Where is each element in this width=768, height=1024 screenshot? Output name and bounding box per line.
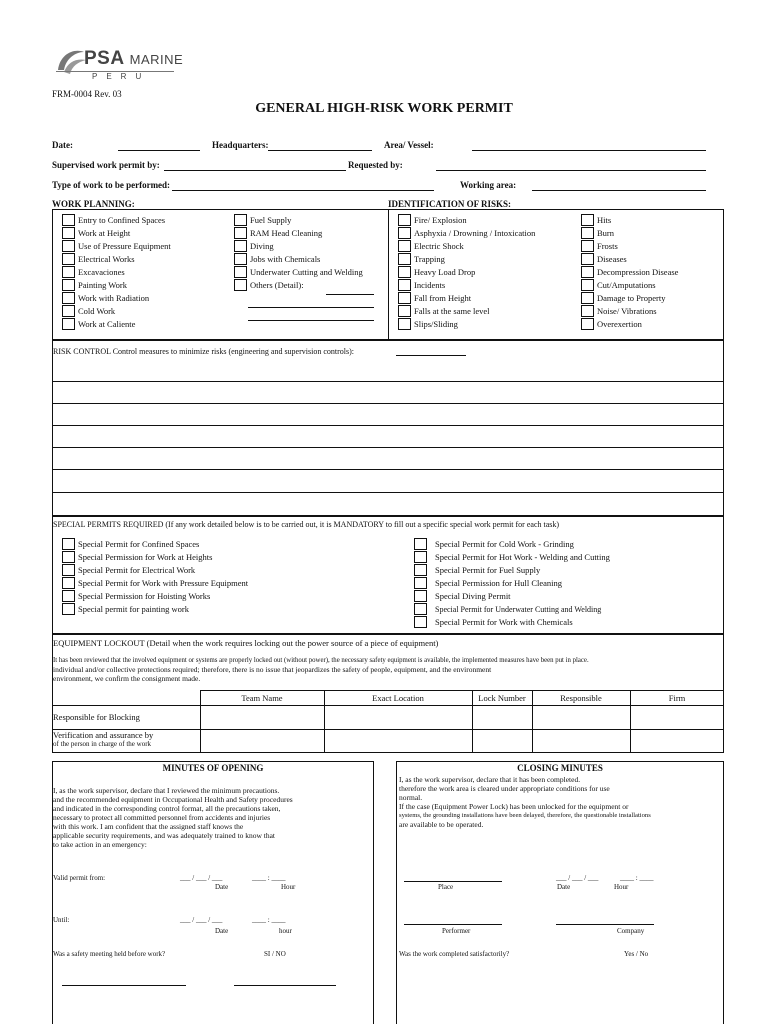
headquarters-label: Headquarters: xyxy=(212,140,269,150)
lockout-text: environment, we confirm the consignment made. xyxy=(53,674,201,683)
valid-from-time[interactable]: ____ : ____ xyxy=(252,874,286,882)
others-detail-line[interactable] xyxy=(326,294,374,295)
row-verification: Verification and assurance by xyxy=(53,730,154,740)
special-permits-title: SPECIAL PERMITS REQUIRED (If any work detailed below is to be carried out, it is MANDATORY to fill out a specific special work permit for each task) xyxy=(53,520,560,529)
date-caption: Date xyxy=(215,927,229,935)
place-field[interactable] xyxy=(404,881,502,882)
risk-control-line[interactable] xyxy=(52,403,724,404)
performer-caption: Performer xyxy=(442,927,471,935)
requested-by-label: Requested by: xyxy=(348,160,403,170)
performer-field[interactable] xyxy=(404,924,502,925)
opening-text: I, as the work supervisor, declare that I reviewed the minimum precautions. and the recommended equipment in Occupational Health and Safety procedures and indicated in the corresponding control format, all the precautions taken, necessary to protect all committed personnel from accidents and injuries with this work. I am confident that the assigned staff knows the applicable security requirements, and was adequately trained to know that to take action in an emergency: xyxy=(53,786,293,849)
risk-control-line[interactable] xyxy=(52,492,724,493)
lockout-title: EQUIPMENT LOCKOUT (Detail when the work requires locking out the power source of a piece of equipment) xyxy=(53,638,439,648)
completed-question: Was the work completed satisfactorily? xyxy=(399,950,510,958)
lockout-text: It has been reviewed that the involved equipment or systems are properly locked out (without power), the necessary safety equipment is available, the implemented measures have been put in place. xyxy=(53,657,589,664)
lockout-text: individual and/or collective protections required; therefore, there is no issue that jeopardizes the safety of people, equipment, and the environment xyxy=(53,665,492,674)
row-verification-sub: of the person in charge of the work xyxy=(53,740,152,748)
area-vessel-label: Area/ Vessel: xyxy=(384,140,434,150)
table-header-location: Exact Location xyxy=(372,693,424,703)
permit-page: PSA MARINE PERU FRM-0004 Rev. 03 GENERAL HIGH-RISK WORK PERMIT Date: Headquarters: Area/ Vessel: Supervised work permit by: Requested by: Type of work to be performed: Working area: WORK PLANNING: IDENTIFICATION OF RISKS: Entry to Confined Spaces Work at Height Use of Pressure Equipment Electrical Works Excavaciones Painting Work Work with Radiation Cold Work Work at Caliente Fuel Supply RAM Head Cleaning Diving Jobs with Chemicals Underwater Cutting and Welding Others (Detail): Fire/ Explosion Asphyxia / Drowning / Intoxication Electric Shock Trapping Heavy Load Drop Incidents Fall from Height Falls at the same level Slips/Sliding Hits Burn Frosts Diseases Decompression Disease Cut/Amputations Damage to Property Noise/ Vibrations Overexertion RISK CONTROL Control measures to minimize risks (engineering and supervision controls): SPECIAL PERMITS REQUIRED (If any work detailed below is to be carried out, it is MANDATORY to fill out a specific special work permit for each task) Special Permit for Confined Spaces Special Permission for Work at Heights Special Permit for Electrical Work Special Permit for Work with Pressure Equipment Special Permission for Hoisting Works Special permit for painting work Special Permit for Cold Work - Grinding Special Permit for Hot Work - Welding and Cutting Special Permit for Fuel Supply Special Permission for Hull Cleaning Special Diving Permit Special Permit for Underwater Cutting and Welding Special Permit for Work with Chemicals EQUIPMENT LOCKOUT (Detail when the work requires locking out the power source of a piece of equipment) It has been reviewed that the involved equipment or systems are properly locked out (without power), the necessary safety equipment is available, the implemented measures have been put in place. individual and/or collective protections required; therefore, there is no issue that jeopardizes the safety of people, equipment, and the environment environment, we confirm the consignment made. Team Name Exact Location Lock Number Responsible Firm Responsible for Blocking Verification and assurance by of the person in charge of the work MINUTES OF OPENING I, as the work supervisor, declare that I reviewed the minimum precautions. and the recommended equipment in Occupational Health and Safety procedures and indicated in the corresponding control format, all the precautions taken, necessary to protect all committed personnel from accidents and injuries with this work. I am confident that the assigned staff knows the applicable security requirements, and was adequately trained to know that to take action in an emergency: Valid permit from: ___ / ___ / ___ ____ : ____ Date Hour Until: ___ / ___ / ___ ____ : ____ Date hour Was a safety meeting held before work? SI / NO CLOSING MINUTES I, as the work supervisor, declare that it has been completed. therefore the work area is cleared under appropriate conditions for use normal. If the case (Equipment Power Lock) has been unlocked for the equipment or systems, the grounding installations have been delayed, therefore, the questionable installations are available to be operated. Place ___ / ___ / ___ ____ : ____ Date Hour Performer Company Was the work completed satisfactorily? Yes / No xyxy=(0,0,768,1024)
company-caption: Company xyxy=(617,927,645,935)
hour-caption: Hour xyxy=(614,883,629,891)
table-header-firm: Firm xyxy=(668,693,686,703)
until-date[interactable]: ___ / ___ / ___ xyxy=(180,916,223,924)
table-header-team: Team Name xyxy=(241,693,283,703)
supervised-by-label: Supervised work permit by: xyxy=(52,160,160,170)
closing-text: I, as the work supervisor, declare that it has been completed. therefore the work area is cleared under appropriate conditions for use normal. If the case (Equipment Power Lock) has been unlocked for the equipment or systems, the grounding installations have been delayed, therefore, the questionable installations are available to be operated. xyxy=(399,775,651,829)
safety-meeting-question: Was a safety meeting held before work? xyxy=(53,950,166,958)
working-area-field[interactable] xyxy=(532,190,706,191)
type-of-work-field[interactable] xyxy=(172,190,434,191)
completed-answer[interactable]: Yes / No xyxy=(624,950,649,958)
area-vessel-field[interactable] xyxy=(472,150,706,151)
type-of-work-label: Type of work to be performed: xyxy=(52,180,171,190)
work-planning-title: WORK PLANNING: xyxy=(52,199,135,209)
signature-line[interactable] xyxy=(62,985,186,986)
requested-by-field[interactable] xyxy=(436,170,706,171)
risk-control-box xyxy=(52,340,724,516)
risk-control-line[interactable] xyxy=(52,447,724,448)
date-field[interactable] xyxy=(118,150,200,151)
page-title: GENERAL HIGH-RISK WORK PERMIT xyxy=(255,101,513,116)
form-code: FRM-0004 Rev. 03 xyxy=(52,89,122,99)
supervised-by-field[interactable] xyxy=(164,170,346,171)
hour-caption: Hour xyxy=(281,883,296,891)
others-detail-line[interactable] xyxy=(248,320,374,321)
working-area-label: Working area: xyxy=(460,180,517,190)
hour-caption: hour xyxy=(279,927,292,935)
psa-logo-icon xyxy=(54,44,88,78)
risk-control-line[interactable] xyxy=(52,469,724,470)
valid-from-date[interactable]: ___ / ___ / ___ xyxy=(180,874,223,882)
others-detail-line[interactable] xyxy=(248,307,374,308)
until-time[interactable]: ____ : ____ xyxy=(252,916,286,924)
safety-meeting-answer[interactable]: SI / NO xyxy=(264,950,286,958)
headquarters-field[interactable] xyxy=(268,150,372,151)
risk-control-title: RISK CONTROL Control measures to minimize risks (engineering and supervision controls): xyxy=(53,347,354,356)
closing-date[interactable]: ___ / ___ / ___ xyxy=(556,874,599,882)
risk-control-line[interactable] xyxy=(52,381,724,382)
place-caption: Place xyxy=(438,883,454,891)
table-header-lock: Lock Number xyxy=(478,693,526,703)
risks-title: IDENTIFICATION OF RISKS: xyxy=(388,199,512,209)
table-header-responsible: Responsible xyxy=(560,693,602,703)
closing-time[interactable]: ____ : ____ xyxy=(620,874,654,882)
date-label: Date: xyxy=(52,140,73,150)
date-caption: Date xyxy=(557,883,571,891)
logo-subtitle: PERU xyxy=(92,72,151,81)
opening-title: MINUTES OF OPENING xyxy=(162,763,264,773)
signature-line[interactable] xyxy=(234,985,336,986)
row-responsible-blocking: Responsible for Blocking xyxy=(53,712,140,722)
company-field[interactable] xyxy=(556,924,654,925)
logo-text: PSA MARINE xyxy=(84,48,184,69)
closing-title: CLOSING MINUTES xyxy=(517,763,603,773)
risk-control-line[interactable] xyxy=(52,425,724,426)
valid-from-label: Valid permit from: xyxy=(53,874,106,882)
until-label: Until: xyxy=(53,916,70,924)
date-caption: Date xyxy=(215,883,229,891)
